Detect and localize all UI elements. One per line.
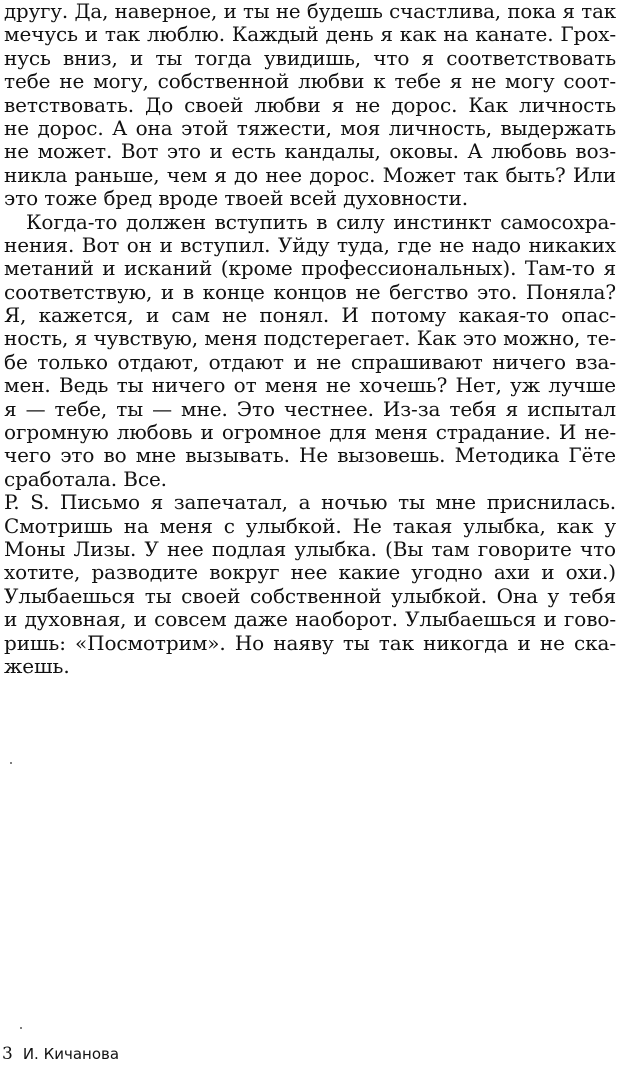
text-line: Улыбаешься ты своей собственной улыбкой. Она у тебя (4, 583, 616, 608)
page-number: 3 (2, 1044, 13, 1064)
text-line: огромную любовь и огромное для меня страдание. И не- (4, 420, 616, 445)
text-line: Я, кажется, и сам не понял. И потому какая-то опас- (4, 303, 616, 328)
scan-speck (20, 1027, 22, 1029)
text-line: соответствую, и в конце концов не бегство это. Поняла? (4, 279, 616, 304)
text-line: ветствовать. До своей любви я не дорос. Как личность (4, 92, 616, 117)
text-line: это тоже бред вроде твоей всей духовности. (4, 186, 468, 211)
text-line: Моны Лизы. У нее подлая улыбка. (Вы там говорите что (4, 536, 616, 561)
text-line: я — тебе, ты — мне. Это честнее. Из-за тебя я испытал (4, 396, 616, 421)
text-line: ность, я чувствую, меня подстерегает. Как это можно, те- (4, 326, 616, 351)
text-line: не дорос. А она этой тяжести, моя личность, выдержать (4, 115, 616, 140)
text-line: P. S. Письмо я запечатал, а ночью ты мне приснилась. (4, 490, 616, 515)
text-line: бе только отдают, отдают и не спрашивают ничего вза- (4, 349, 616, 374)
text-line: и духовная, и совсем даже наоборот. Улыбаешься и гово- (4, 607, 616, 632)
text-line: метаний и исканий (кроме профессиональных). Там-то я (4, 256, 616, 281)
text-line: не может. Вот это и есть кандалы, оковы. А любовь воз- (4, 139, 616, 164)
text-line: мечусь и так люблю. Каждый день я как на канате. Грох- (4, 22, 616, 47)
text-line: жешь. (4, 653, 70, 678)
text-line: тебе не могу, собственной любви к тебе я не могу соот- (4, 69, 616, 94)
scan-speck (10, 762, 12, 764)
text-line: никла раньше, чем я до нее дорос. Может так быть? Или (4, 162, 616, 187)
text-line: Смотришь на меня с улыбкой. Не такая улыбка, как у (4, 513, 616, 538)
text-line: сработала. Все. (4, 466, 167, 491)
text-line: хотите, разводите вокруг нее какие угодно ахи и охи.) (4, 560, 616, 585)
text-line: нения. Вот он и вступил. Уйду туда, где не надо никаких (4, 232, 616, 257)
text-line: мен. Ведь ты ничего от меня не хочешь? Нет, уж лучше (4, 373, 616, 398)
text-line: нусь вниз, и ты тогда увидишь, что я соответствовать (4, 45, 616, 70)
body-text (4, 0, 616, 678)
page-footer (2, 1044, 119, 1064)
text-line: чего это во мне вызывать. Не вызовешь. Методика Гёте (4, 443, 616, 468)
text-line: другу. Да, наверное, и ты не будешь счастлива, пока я так (4, 0, 616, 23)
text-line: Когда-то должен вступить в силу инстинкт самосохра- (26, 209, 616, 234)
text-line: ришь: «Посмотрим». Но наяву ты так никогда и не ска- (4, 630, 616, 655)
running-author: И. Кичанова (22, 1045, 120, 1063)
